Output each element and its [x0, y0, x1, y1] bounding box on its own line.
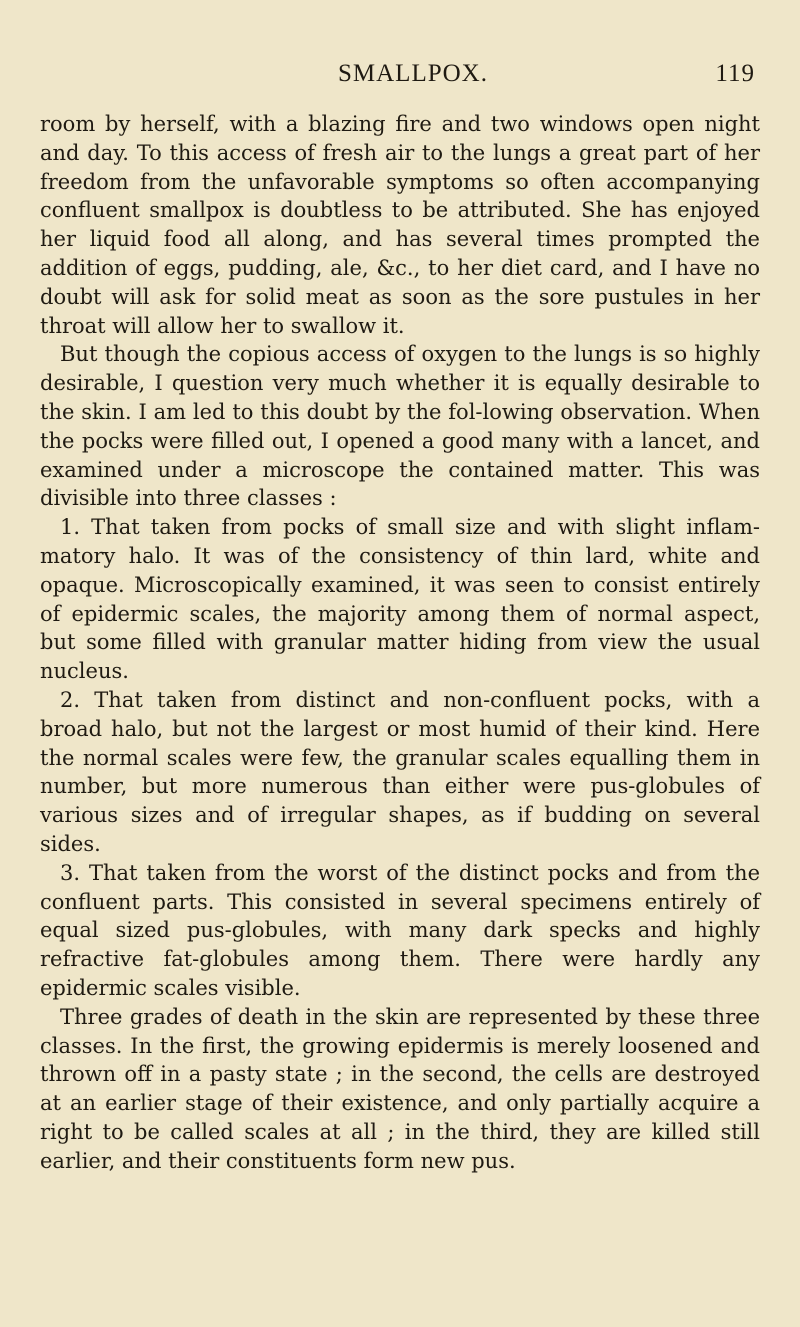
paragraph: 1. That taken from pocks of small size and with slight inflam-matory halo. It was of the consistency of thin lard, white and opaque. Microscopically examined, it was seen to consist entirely of epidermic scales, the majority among them of normal aspect, but some filled with granular matter hiding from view the usual nucleus.	[40, 515, 760, 684]
body-text	[40, 110, 760, 1175]
paragraph: But though the copious access of oxygen to the lungs is so highly desirable, I question very much whether it is equally desirable to the skin. I am led to this doubt by the fol-lowing observation. When the pocks were filled out, I opened a good many with a lancet, and examined under a microscope the contained matter. This was divisible into three classes :	[40, 342, 760, 511]
page-number: 119	[715, 60, 755, 87]
paragraph: 2. That taken from distinct and non-confluent pocks, with a broad halo, but not the largest or most humid of their kind. Here the normal scales were few, the granular scales equalling them in number, but more numerous than either were pus-globules of various sizes and of irregular shapes, as if budding on several sides.	[40, 687, 760, 856]
paragraph: 3. That taken from the worst of the distinct pocks and from the confluent parts. This consisted in several specimens entirely of equal sized pus-globules, with many dark specks and highly refractive fat-globules among them. There were hardly any epidermic scales visible.	[40, 860, 760, 1000]
paragraph: Three grades of death in the skin are represented by these three classes. In the first, the growing epidermis is merely loosened and thrown off in a pasty state ; in the second, the cells are destroyed at an earlier stage of their existence, and only partially acquire a right to be called scales at all ; in the third, they are killed still earlier, and their constituents form new pus.	[40, 1004, 760, 1173]
running-title: SMALLPOX.	[338, 60, 488, 87]
running-header	[0, 60, 800, 92]
paragraph: room by herself, with a blazing fire and two windows open night and day. To this access of fresh air to the lungs a great part of her freedom from the unfavorable symptoms so often accompanying confluent smallpox is doubtless to be attributed. She has enjoyed her liquid food all along, and has several times prompted the addition of eggs, pudding, ale, &c., to her diet card, and I have no doubt will ask for solid meat as soon as the sore pustules in her throat will allow her to swallow it.	[40, 112, 760, 338]
